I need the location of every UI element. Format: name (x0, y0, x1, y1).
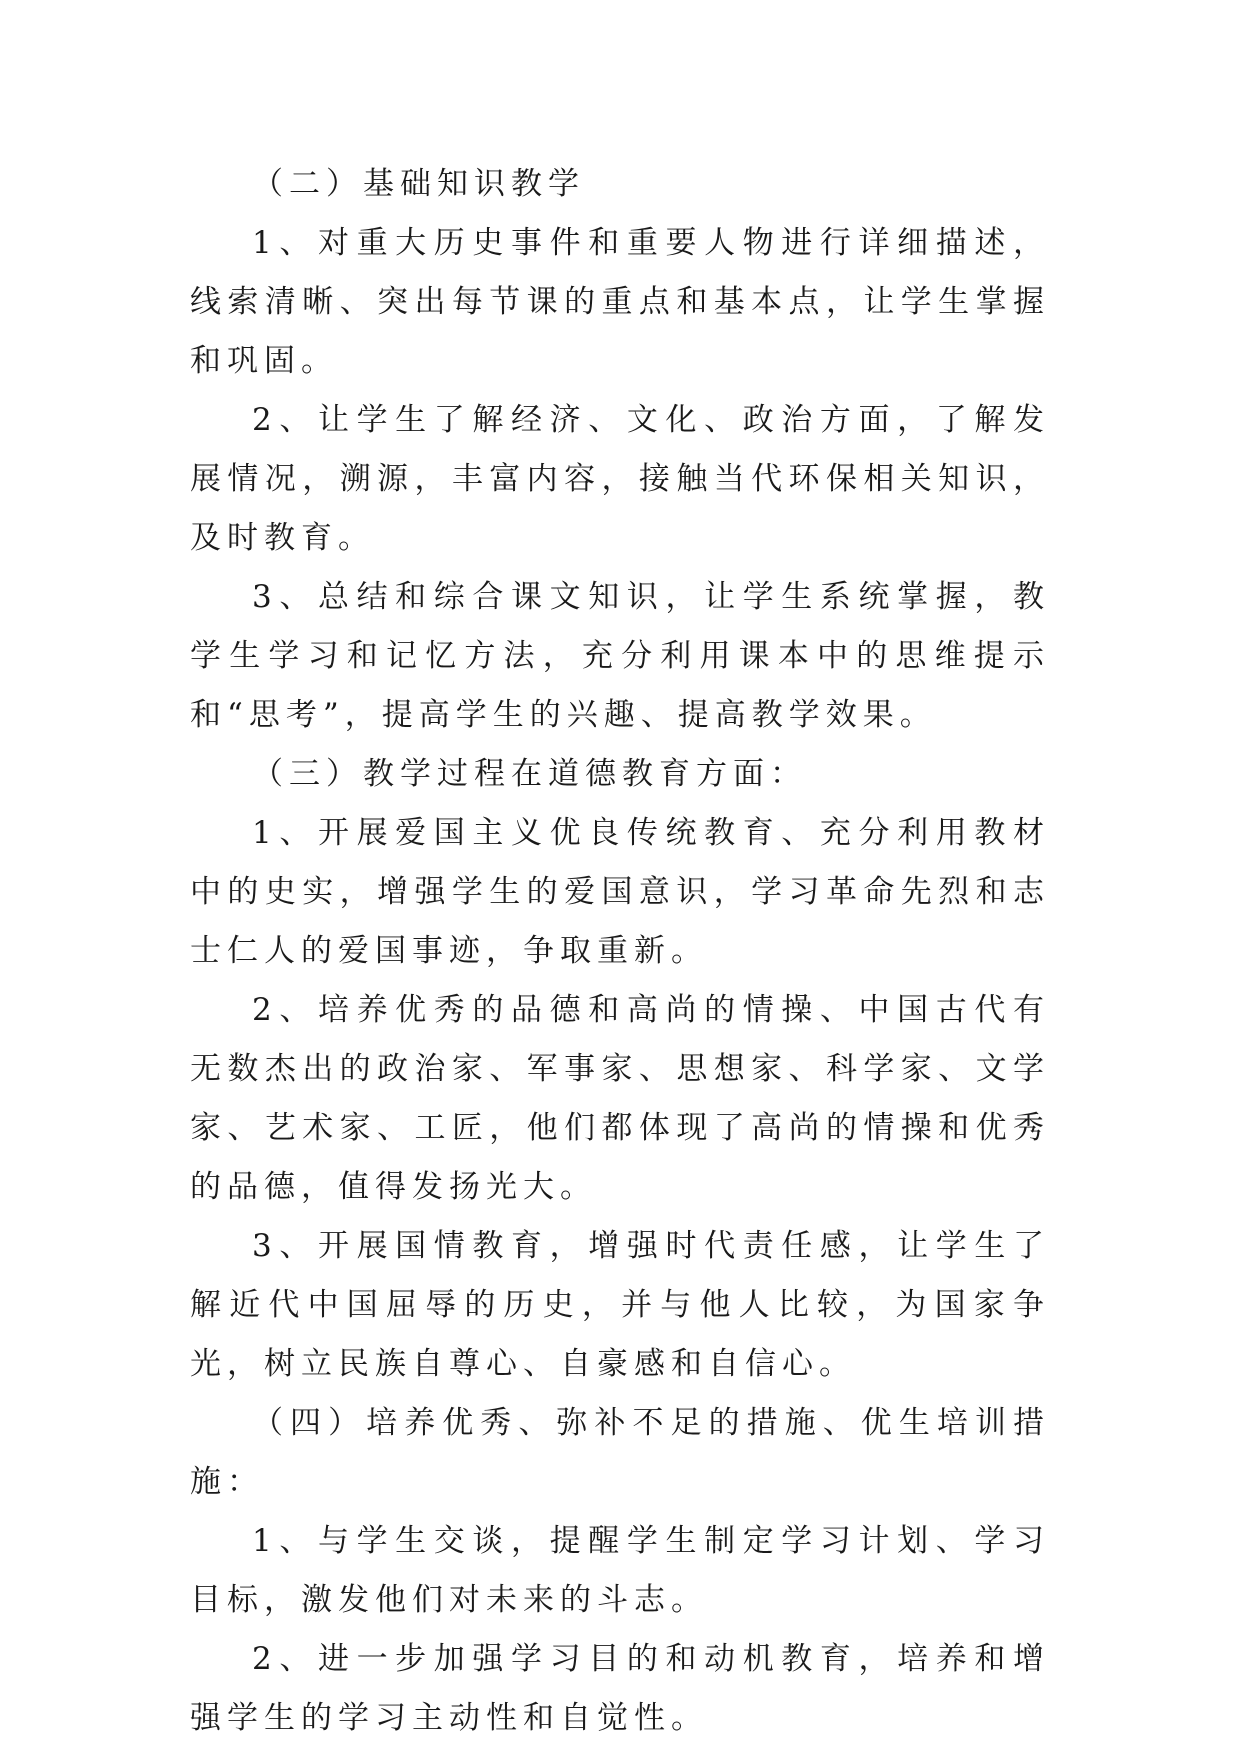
paragraph-item-1: 1、对重大历史事件和重要人物进行详细描述，线索清晰、突出每节课的重点和基本点，让学生掌握和巩固。 (190, 225, 1050, 379)
section-heading-basic-knowledge: （二）基础知识教学 (252, 166, 585, 202)
paragraph-item-7: 1、与学生交谈，提醒学生制定学习计划、学习目标，激发他们对未来的斗志。 (190, 1523, 1050, 1618)
paragraph-item-6: 3、开展国情教育，增强时代责任感，让学生了解近代中国屈辱的历史，并与他人比较，为国家争光，树立民族自尊心、自豪感和自信心。 (190, 1228, 1050, 1382)
paragraph-item-2: 2、让学生了解经济、文化、政治方面，了解发展情况，溯源，丰富内容，接触当代环保相关知识，及时教育。 (190, 402, 1050, 556)
paragraph-item-5: 2、培养优秀的品德和高尚的情操、中国古代有无数杰出的政治家、军事家、思想家、科学家、文学家、艺术家、工匠，他们都体现了高尚的情操和优秀的品德，值得发扬光大。 (190, 992, 1050, 1205)
section-heading-measures: （四）培养优秀、弥补不足的措施、优生培训措施： (190, 1405, 1050, 1500)
paragraph-item-4: 1、开展爱国主义优良传统教育、充分利用教材中的史实，增强学生的爱国意识，学习革命先烈和志士仁人的爱国事迹，争取重新。 (190, 815, 1050, 969)
paragraph-item-8: 2、进一步加强学习目的和动机教育，培养和增强学生的学习主动性和自觉性。 (190, 1641, 1050, 1736)
section-heading-moral-education: （三）教学过程在道德教育方面： (252, 756, 807, 792)
document-body (190, 155, 1050, 1748)
paragraph-item-3: 3、总结和综合课文知识，让学生系统掌握，教学生学习和记忆方法，充分利用课本中的思维提示和“思考”，提高学生的兴趣、提高教学效果。 (190, 579, 1050, 733)
